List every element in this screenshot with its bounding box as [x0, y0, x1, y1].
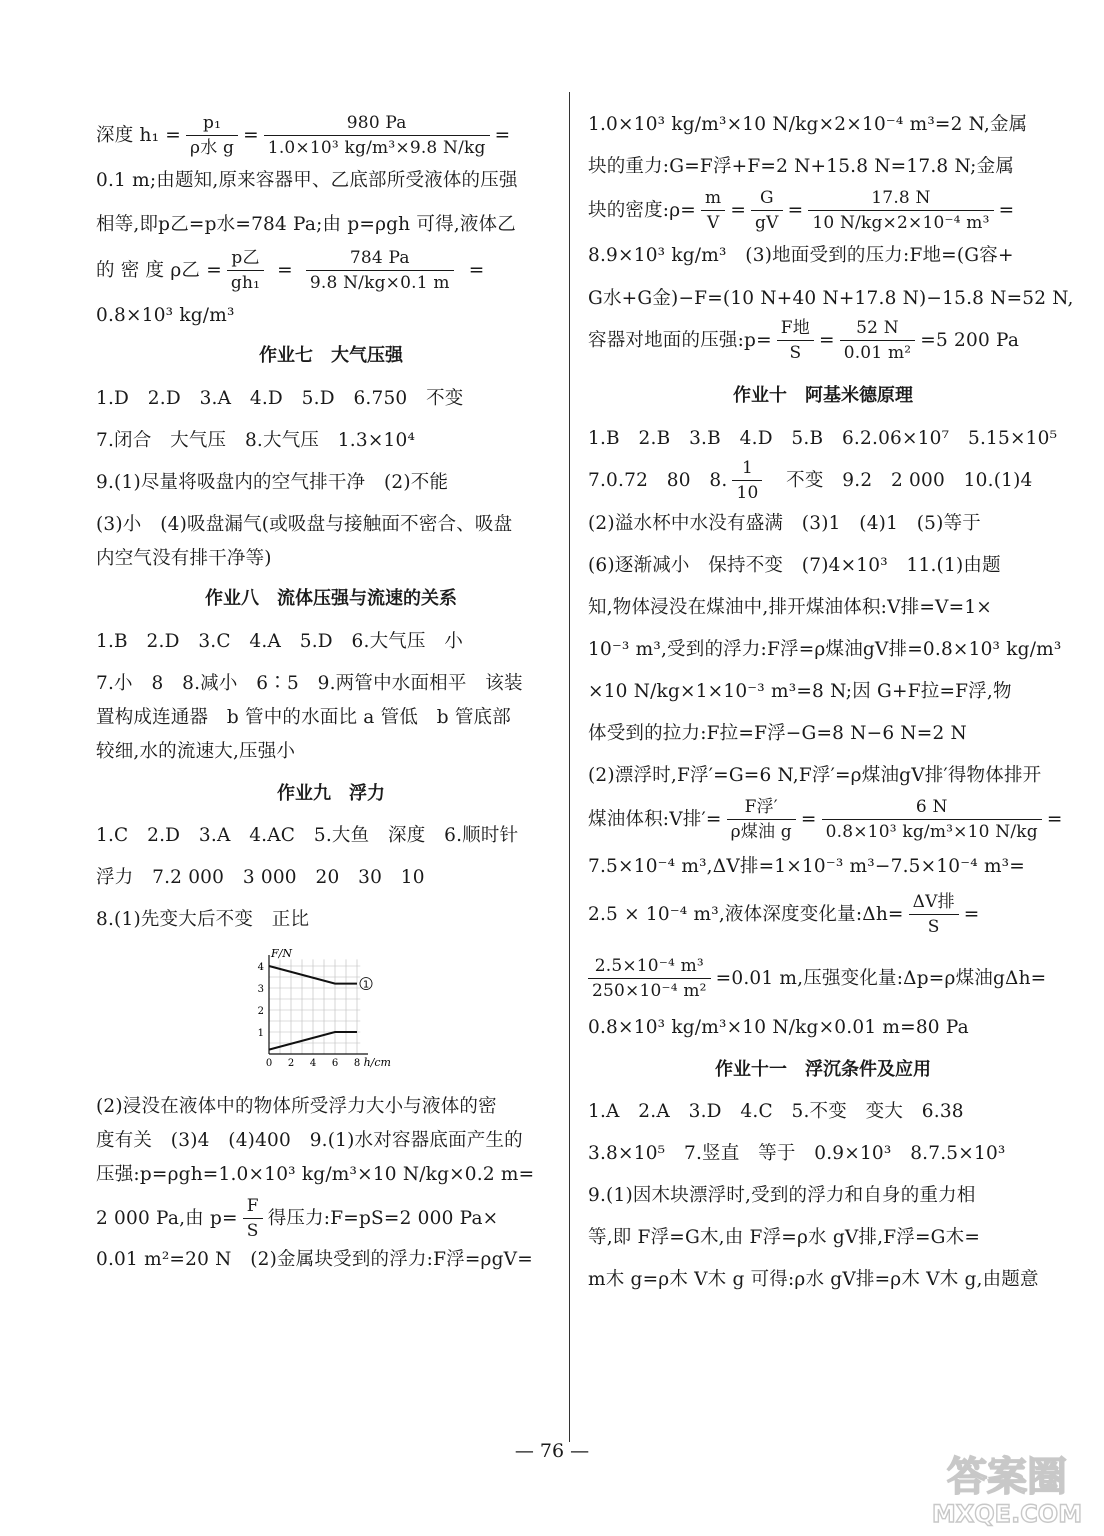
text-line: 1.0×10³ kg/m³×10 N/kg×2×10⁻⁴ m³=2 N,金属 — [588, 114, 1028, 135]
text-line: 相等,即p乙=p水=784 Pa;由 p=ρgh 可得,液体乙 — [96, 214, 516, 235]
answer-line: 压强:p=ρgh=1.0×10³ kg/m³×10 N/kg×0.2 m= — [96, 1164, 535, 1185]
fraction: $\frac{17.8 N}{\text{10 N/kg×2×10⁻⁴ m³}}$ — [808, 188, 993, 233]
formula-line: 容器对地面的压强:p= $\frac{\text{F地}}{S}$ = $\frac{52 N}{\text{0.01 m²}}$ =5 200 Pa — [588, 317, 1020, 363]
x-axis-label: h/cm — [363, 1056, 391, 1069]
answer-line: 8.(1)先变大后不变 正比 — [96, 909, 310, 930]
y-axis-label: F/N — [271, 947, 292, 960]
fraction: $\frac{m}{V}$ — [701, 188, 725, 233]
answer-line: 等,即 F浮=G木,由 F浮=ρ水 gV排,F浮=G木= — [588, 1227, 981, 1248]
text-line: 0.8×10³ kg/m³ — [96, 305, 235, 326]
answer-line: 10⁻³ m³,受到的浮力:F浮=ρ煤油gV排=0.8×10³ kg/m³ — [588, 639, 1062, 660]
x-tick-label: 0 — [265, 1058, 273, 1069]
answer-line: 3.8×10⁵ 7.竖直 等于 0.9×10³ 8.7.5×10³ — [588, 1143, 1006, 1164]
fraction: $\frac{784 Pa}{9.8 N/kg\times 0.1 m}$ — [306, 248, 454, 293]
formula-line: 煤油体积:V排′= $\frac{\text{F浮′}}{\text{ρ煤油 g}}$ = $\frac{6 N}{\text{0.8×10³ kg/m³×10 N/kg}}$ = — [588, 796, 1063, 842]
fraction: $\frac{\text{p₁}}{\text{ρ水 g}}$ — [186, 113, 238, 158]
answer-line: 1.C 2.D 3.A 4.AC 5.大鱼 深度 6.顺时针 — [96, 825, 519, 846]
answer-line: 置构成连通器 b 管中的水面比 a 管低 b 管底部 — [96, 707, 511, 728]
answer-line: 1.D 2.D 3.A 4.D 5.D 6.750 不变 — [96, 388, 464, 409]
section-heading: 作业八 流体压强与流速的关系 — [205, 588, 457, 609]
section-heading: 作业七 大气压强 — [259, 345, 403, 366]
answer-line: (3)小 (4)吸盘漏气(或吸盘与接触面不密合、吸盘 — [96, 514, 513, 535]
fraction: $\frac{\text{2.5×10⁻⁴ m³}}{\text{250×10⁻⁴ m²}}$ — [588, 956, 711, 1001]
formula-line: 7.0.72 80 8. $\frac{1}{10}$ 不变 9.2 2 000 10.(1)4 — [588, 457, 1033, 503]
y-tick-label: 3 — [257, 984, 264, 995]
answer-line: 9.(1)因木块漂浮时,受到的浮力和自身的重力相 — [588, 1185, 976, 1206]
answer-line: 7.闭合 大气压 8.大气压 1.3×10⁴ — [96, 430, 416, 451]
answer-line: 较细,水的流速大,压强小 — [96, 741, 296, 762]
answer-line: 1.B 2.D 3.C 4.A 5.D 6.大气压 小 — [96, 631, 464, 652]
answer-line: (6)逐渐减小 保持不变 (7)4×10³ 11.(1)由题 — [588, 555, 1001, 576]
x-tick-label: 2 — [287, 1058, 295, 1069]
fraction: $\frac{\text{ΔV排}}{S}$ — [909, 892, 959, 937]
x-tick-label: 6 — [331, 1058, 339, 1069]
x-tick-label: 4 — [309, 1058, 317, 1069]
fraction: $\frac{\text{F地}}{S}$ — [777, 318, 814, 363]
answer-line: 9.(1)尽量将吸盘内的空气排干净 (2)不能 — [96, 472, 449, 493]
text-line: 8.9×10³ kg/m³ (3)地面受到的压力:F地=(G容+ — [588, 245, 1014, 266]
text-line: 0.1 m;由题知,原来容器甲、乙底部所受液体的压强 — [96, 170, 518, 191]
answer-line: 7.5×10⁻⁴ m³,ΔV排=1×10⁻³ m³−7.5×10⁻⁴ m³= — [588, 856, 1026, 877]
answer-line: m木 g=ρ木 V木 g 可得:ρ水 gV排=ρ木 V木 g,由题意 — [588, 1269, 1039, 1290]
answer-line: ×10 N/kg×1×10⁻³ m³=8 N;因 G+F拉=F浮,物 — [588, 681, 1012, 702]
right-column — [588, 96, 1074, 1290]
section-heading: 作业十 阿基米德原理 — [733, 385, 913, 406]
answer-line: 浮力 7.2 000 3 000 20 30 10 — [96, 867, 425, 888]
formula-line: 2.5 × 10⁻⁴ m³,液体深度变化量:Δh= $\frac{\text{ΔV排}}{S}$ = — [588, 891, 980, 937]
fraction: $\frac{\text{F浮′}}{\text{ρ煤油 g}}$ — [727, 797, 796, 842]
answer-line: 度有关 (3)4 (4)400 9.(1)水对容器底面产生的 — [96, 1130, 523, 1151]
fraction: $\frac{1}{10}$ — [732, 458, 762, 503]
answer-line: 1.B 2.B 3.B 4.D 5.B 6.2.06×10⁷ 5.15×10⁵ — [588, 428, 1058, 449]
force-depth-chart — [251, 936, 401, 1076]
answer-line: (2)漂浮时,F浮′=G=6 N,F浮′=ρ煤油gV排′得物体排开 — [588, 765, 1042, 786]
answer-line: (2)浸没在液体中的物体所受浮力大小与液体的密 — [96, 1096, 497, 1117]
chart-area — [96, 936, 566, 1086]
answer-line: 0.8×10³ kg/m³×10 N/kg×0.01 m=80 Pa — [588, 1017, 969, 1038]
formula-line: $\frac{\text{2.5×10⁻⁴ m³}}{\text{250×10⁻⁴ m²}}$ =0.01 m,压强变化量:Δp=ρ煤油gΔh= — [588, 947, 1058, 1009]
fraction: $\frac{F}{S}$ — [243, 1196, 263, 1241]
section-heading: 作业十一 浮沉条件及应用 — [715, 1059, 931, 1080]
answer-line: 内空气没有排干净等) — [96, 548, 272, 569]
left-column — [96, 96, 566, 1270]
x-tick-label: 8 — [353, 1058, 361, 1069]
y-tick-label: 2 — [257, 1006, 264, 1017]
fraction: $\frac{6 N}{\text{0.8×10³ kg/m³×10 N/kg}}$ — [822, 797, 1042, 842]
answer-line: 0.01 m²=20 N (2)金属块受到的浮力:F浮=ρgV= — [96, 1249, 533, 1270]
fraction: $\frac{52 N}{\text{0.01 m²}}$ — [840, 318, 916, 363]
page-number: — 76 — — [514, 1440, 590, 1462]
y-tick-label: 4 — [257, 962, 264, 973]
answer-line: 7.小 8 8.减小 6∶5 9.两管中水面相平 该装 — [96, 673, 523, 694]
answer-line: 体受到的拉力:F拉=F浮−G=8 N−6 N=2 N — [588, 723, 967, 744]
text-line: 块的重力:G=F浮+F=2 N+15.8 N=17.8 N;金属 — [588, 156, 1015, 177]
answer-line: 知,物体浸没在煤油中,排开煤油体积:V排=V=1× — [588, 597, 992, 618]
section-heading: 作业九 浮力 — [277, 783, 385, 804]
watermark-logo — [922, 1442, 1092, 1528]
y-tick-label: 1 — [257, 1028, 264, 1039]
column-divider — [569, 92, 570, 1442]
text-line: G水+G金)−F=(10 N+40 N+17.8 N)−15.8 N=52 N, — [588, 288, 1074, 309]
svg-text:MXQE.COM: MXQE.COM — [931, 1500, 1083, 1528]
series-label: 1 — [362, 979, 370, 991]
svg-text:答案圈: 答案圈 — [947, 1454, 1067, 1500]
formula-line: 的 密 度 ρ乙 = $\frac{\text{p乙}}{\text{gh₁}}$ = $\frac{784 Pa}{9.8 N/kg\times 0.1 m}$ = — [96, 247, 485, 293]
fraction: $\frac{G}{gV}$ — [751, 188, 783, 233]
fraction: $\frac{980 Pa}{\text{1.0×10³ kg/m³×9.8 N/kg}}$ — [264, 113, 490, 158]
answer-line: 1.A 2.A 3.D 4.C 5.不变 变大 6.38 — [588, 1101, 964, 1122]
answer-line: (2)溢水杯中水没有盛满 (3)1 (4)1 (5)等于 — [588, 513, 981, 534]
formula-line: 2 000 Pa,由 p= $\frac{F}{S}$ 得压力:F=pS=2 000 Pa× — [96, 1195, 499, 1241]
fraction: $\frac{\text{p乙}}{\text{gh₁}}$ — [227, 248, 264, 293]
formula-line: 深度 h₁ = $\frac{\text{p₁}}{\text{ρ水 g}}$ = $\frac{980 Pa}{\text{1.0×10³ kg/m³×9.8 N/kg}}$ = — [96, 112, 511, 158]
formula-line: 块的密度:ρ= $\frac{m}{V}$ = $\frac{G}{gV}$ = $\frac{17.8 N}{\text{10 N/kg×2×10⁻⁴ m³}}$ = — [588, 187, 1015, 233]
